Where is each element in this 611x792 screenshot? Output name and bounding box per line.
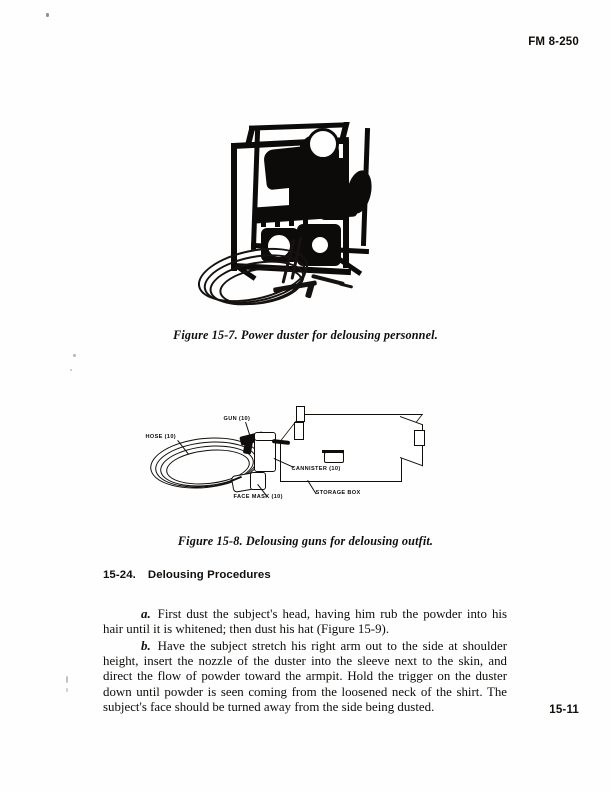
storage-box-latch: [414, 430, 425, 446]
callout-hose: HOSE (10): [145, 434, 177, 440]
paragraph-b-text: Have the subject stretch his right arm out to the side at shoulder height, insert the nozzle of the duster into the sleeve next to the skin, and direct the flow of powder toward the armpit. Hold the trigger on the duster down until powder is seen coming from the loosened neck of the shirt. The subject's face should be turned away from the side being dusted.: [103, 638, 507, 714]
storage-box-latch: [296, 406, 305, 422]
figure-15-8: [0, 400, 611, 549]
paragraph-a: [103, 607, 507, 637]
running-head: FM 8-250: [528, 36, 579, 48]
wand-tip: [338, 282, 352, 288]
scan-speck: [73, 354, 76, 357]
figure-15-8-artwork: [146, 400, 466, 520]
scan-speck: [66, 676, 68, 683]
page-number: 15-11: [549, 704, 579, 716]
storage-box-latch: [294, 422, 304, 440]
paragraph-b: [103, 639, 507, 715]
pulley: [309, 234, 331, 256]
frame-bar: [231, 143, 237, 271]
control-knob: [289, 217, 294, 226]
scan-speck: [70, 369, 72, 371]
callout-face-mask: FACE MASK (10): [233, 494, 283, 500]
section-title: Delousing Procedures: [147, 569, 271, 581]
figure-15-7-artwork: [191, 118, 421, 318]
storage-box-handle-bracket: [324, 452, 344, 463]
face-mask-filter: [250, 472, 266, 490]
callout-gun: GUN (10): [223, 416, 251, 422]
control-knob: [275, 218, 280, 227]
section-heading: [103, 569, 271, 581]
paragraph-a-text: First dust the subject's head, having him rub the powder into his hair until it is whitened; then dust his hat (Figure 15-9).: [103, 606, 507, 637]
scan-speck: [66, 688, 68, 692]
figure-15-8-caption: Figure 15-8. Delousing guns for delousing outfit.: [177, 534, 434, 548]
paragraph-b-marker: b.: [141, 638, 151, 653]
scan-speck: [46, 13, 49, 17]
callout-cannister: CANNISTER (10): [291, 466, 341, 472]
section-number: 15-24.: [103, 569, 136, 581]
paragraph-a-marker: a.: [141, 606, 151, 621]
figure-15-7-caption: Figure 15-7. Power duster for delousing personnel.: [173, 328, 438, 342]
gun-grip: [242, 439, 252, 454]
blower-wheel: [307, 128, 339, 160]
figure-15-7: [0, 118, 611, 343]
control-knob: [261, 218, 266, 227]
callout-storage-box: STORAGE BOX: [315, 490, 361, 496]
